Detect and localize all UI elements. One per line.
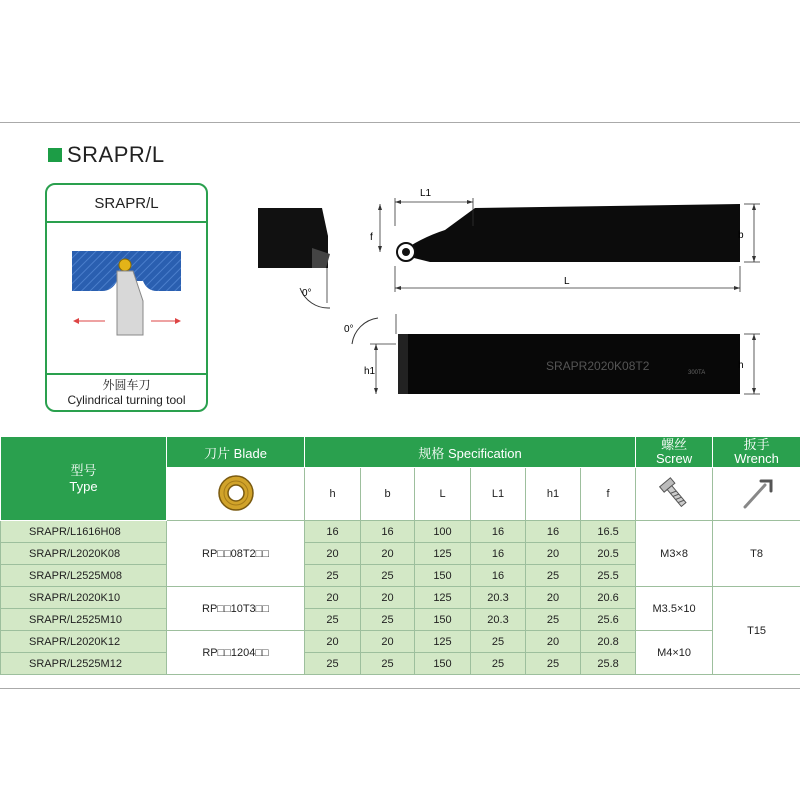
label-h: h [738,360,744,371]
table-row [1,521,800,543]
front-view [258,208,330,308]
spec-col-h: h [305,468,361,521]
col-blade-header: 刀片 Blade [167,437,305,468]
top-view [370,188,760,292]
top-divider [0,122,800,123]
value-cell: 25 [526,653,581,675]
value-cell: 25.8 [581,653,636,675]
table-row [1,631,800,653]
value-cell: 25 [305,609,361,631]
green-square-icon [48,148,62,162]
operation-card [45,183,208,412]
tool-holder-drawing [230,168,790,408]
col-screw-header [636,437,713,468]
card-title: SRAPR/L [47,185,206,223]
type-cell: SRAPR/L2020K10 [1,587,167,609]
value-cell: 16 [471,521,526,543]
caption-en: Cylindrical turning tool [67,393,186,407]
type-cell: SRAPR/L2525M10 [1,609,167,631]
side-angle-label: 0° [344,324,354,335]
value-cell: 20.6 [581,587,636,609]
screw-icon [654,473,694,513]
value-cell: 20.3 [471,609,526,631]
value-cell: 16 [471,543,526,565]
label-L: L [564,276,570,287]
screw-image [636,468,713,521]
turning-illustration [47,223,206,373]
type-en: Type [69,478,98,494]
screw-cn: 螺丝 [661,437,688,452]
value-cell: 20 [361,631,415,653]
spec-table [0,436,800,675]
wrench-image [713,468,800,521]
value-cell: 20 [361,543,415,565]
value-cell: 25 [361,653,415,675]
label-L1: L1 [420,188,432,199]
type-cell: SRAPR/L2020K08 [1,543,167,565]
type-cell: SRAPR/L1616H08 [1,521,167,543]
value-cell: 25 [305,653,361,675]
value-cell: 150 [415,609,471,631]
type-cell: SRAPR/L2020K12 [1,631,167,653]
value-cell: 20 [526,543,581,565]
value-cell: 20.8 [581,631,636,653]
spec-col-f: f [581,468,636,521]
caption-cn: 外圆车刀 [102,378,151,392]
value-cell: 25 [471,631,526,653]
page-title: SRAPR/L [67,142,165,167]
spec-col-L1: L1 [471,468,526,521]
front-angle-label: 0° [302,288,312,299]
value-cell: 125 [415,587,471,609]
spec-col-h1: h1 [526,468,581,521]
value-cell: 25 [361,565,415,587]
value-cell: 25 [305,565,361,587]
value-cell: 25 [361,609,415,631]
value-cell: 25 [526,565,581,587]
wrench-cell: T8 [713,521,800,587]
value-cell: 20 [526,631,581,653]
spec-col-b: b [361,468,415,521]
round-insert-icon [216,473,256,513]
value-cell: 125 [415,543,471,565]
value-cell: 20 [361,587,415,609]
blade-cell: RP□□08T2□□ [167,521,305,587]
label-f: f [370,232,373,243]
type-cell: SRAPR/L2525M12 [1,653,167,675]
col-wrench-header [713,437,800,468]
value-cell: 16 [526,521,581,543]
wrench-en: Wrench [734,451,779,466]
value-cell: 25 [526,609,581,631]
screw-cell: M3×8 [636,521,713,587]
blade-cell: RP□□1204□□ [167,631,305,675]
col-spec-header: 规格 Specification [305,437,636,468]
screw-cell: M4×10 [636,631,713,675]
value-cell: 20.5 [581,543,636,565]
value-cell: 16.5 [581,521,636,543]
screw-cell: M3.5×10 [636,587,713,631]
label-h1: h1 [364,366,376,377]
value-cell: 16 [361,521,415,543]
value-cell: 150 [415,565,471,587]
wrench-cn: 扳手 [743,437,770,452]
value-cell: 20 [305,543,361,565]
wrench-cell: T15 [713,587,800,675]
col-type-header [1,437,167,521]
value-cell: 20.3 [471,587,526,609]
value-cell: 25.5 [581,565,636,587]
type-cn: 型号 [70,462,97,478]
value-cell: 16 [471,565,526,587]
bottom-divider [0,688,800,689]
insert-image [167,468,305,521]
value-cell: 20 [305,587,361,609]
engraving-text: SRAPR2020K08T2 [546,359,650,373]
screw-en: Screw [656,451,693,466]
section-title [48,142,165,168]
value-cell: 100 [415,521,471,543]
type-cell: SRAPR/L2525M08 [1,565,167,587]
wrench-icon [737,473,777,513]
value-cell: 16 [305,521,361,543]
engraving-small: 300TA [688,370,706,376]
value-cell: 125 [415,631,471,653]
value-cell: 25.6 [581,609,636,631]
value-cell: 20 [305,631,361,653]
table-row [1,587,800,609]
spec-col-L: L [415,468,471,521]
value-cell: 25 [471,653,526,675]
value-cell: 20 [526,587,581,609]
card-caption [47,373,206,410]
side-view [344,314,760,394]
value-cell: 150 [415,653,471,675]
label-b: b [738,230,744,241]
blade-cell: RP□□10T3□□ [167,587,305,631]
